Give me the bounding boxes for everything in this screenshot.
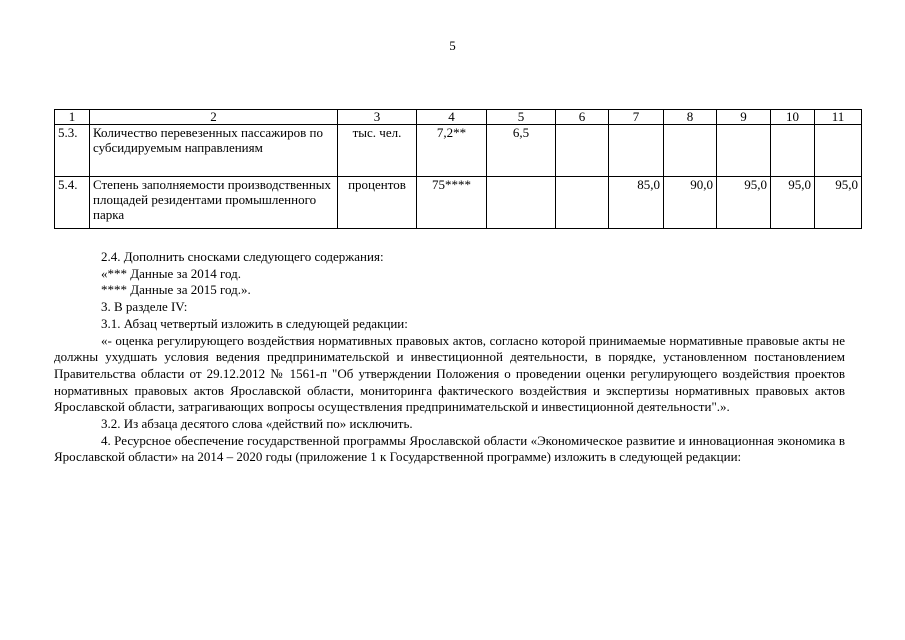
header-cell: 2 bbox=[90, 110, 338, 125]
value-cell bbox=[815, 125, 862, 177]
paragraph-3-1: 3.1. Абзац четвертый изложить в следующей редакции: bbox=[101, 315, 408, 331]
header-cell: 3 bbox=[338, 110, 417, 125]
value-cell: 85,0 bbox=[609, 177, 664, 229]
value-cell: 7,2** bbox=[417, 125, 487, 177]
paragraph-3: 3. В разделе IV: bbox=[101, 299, 188, 315]
table-row bbox=[55, 177, 862, 229]
value-cell bbox=[556, 177, 609, 229]
header-cell: 1 bbox=[55, 110, 90, 125]
footnote-2014: «*** Данные за 2014 год. bbox=[101, 265, 241, 281]
value-cell: 75**** bbox=[417, 177, 487, 229]
value-cell bbox=[487, 177, 556, 229]
indicator-name-cell: Степень заполняемости производственных площадей резидентами промышленного парка bbox=[90, 177, 338, 229]
value-cell bbox=[717, 125, 771, 177]
unit-cell: тыс. чел. bbox=[338, 125, 417, 177]
indicator-name-cell: Количество перевезенных пассажиров по субсидируемым направлениям bbox=[90, 125, 338, 177]
quoted-amendment: «- оценка регулирующего воздействия нормативных правовых актов, согласно которой принимаемые нормативные правовые акты не должны ухудшать условия ведения предпринимательской и инвестиционной деятельности, в порядке, установленном постановлением Правительства области от 29.12.2012 № 1561-п "Об утверждении Положения о проведении оценки регулирующего воздействия проектов нормативных правовых актов Ярославской области, мониторинга фактического воздействия и экспертизы нормативных правовых актов Ярославской области, затрагивающих вопросы осуществления предпринимательской и инвестиционной деятельности".». bbox=[54, 332, 845, 415]
header-cell: 5 bbox=[487, 110, 556, 125]
unit-cell: процентов bbox=[338, 177, 417, 229]
value-cell: 95,0 bbox=[771, 177, 815, 229]
table-header-row bbox=[55, 110, 862, 125]
header-cell: 6 bbox=[556, 110, 609, 125]
page-number: 5 bbox=[449, 38, 456, 53]
header-cell: 9 bbox=[717, 110, 771, 125]
value-cell bbox=[771, 125, 815, 177]
paragraph-2-4: 2.4. Дополнить сносками следующего содержания: bbox=[101, 249, 384, 264]
header-cell: 11 bbox=[815, 110, 862, 125]
document-body bbox=[54, 249, 845, 466]
header-cell: 10 bbox=[771, 110, 815, 125]
table-row bbox=[55, 125, 862, 177]
value-cell: 95,0 bbox=[717, 177, 771, 229]
header-cell: 7 bbox=[609, 110, 664, 125]
paragraph-4: 4. Ресурсное обеспечение государственной программы Ярославской области «Экономическое развитие и инновационная экономика в Ярославской области» на 2014 – 2020 годы (приложение 1 к Государственной программе) изложить в следующей редакции: bbox=[54, 432, 845, 465]
paragraph-3-2: 3.2. Из абзаца десятого слова «действий по» исключить. bbox=[101, 416, 413, 432]
row-number-cell: 5.4. bbox=[55, 177, 90, 229]
value-cell: 6,5 bbox=[487, 125, 556, 177]
value-cell: 90,0 bbox=[664, 177, 717, 229]
row-number-cell: 5.3. bbox=[55, 125, 90, 177]
value-cell bbox=[664, 125, 717, 177]
value-cell: 95,0 bbox=[815, 177, 862, 229]
value-cell bbox=[556, 125, 609, 177]
footnote-2015: **** Данные за 2015 год.». bbox=[101, 282, 251, 298]
value-cell bbox=[609, 125, 664, 177]
header-cell: 4 bbox=[417, 110, 487, 125]
indicators-table bbox=[54, 109, 862, 229]
header-cell: 8 bbox=[664, 110, 717, 125]
